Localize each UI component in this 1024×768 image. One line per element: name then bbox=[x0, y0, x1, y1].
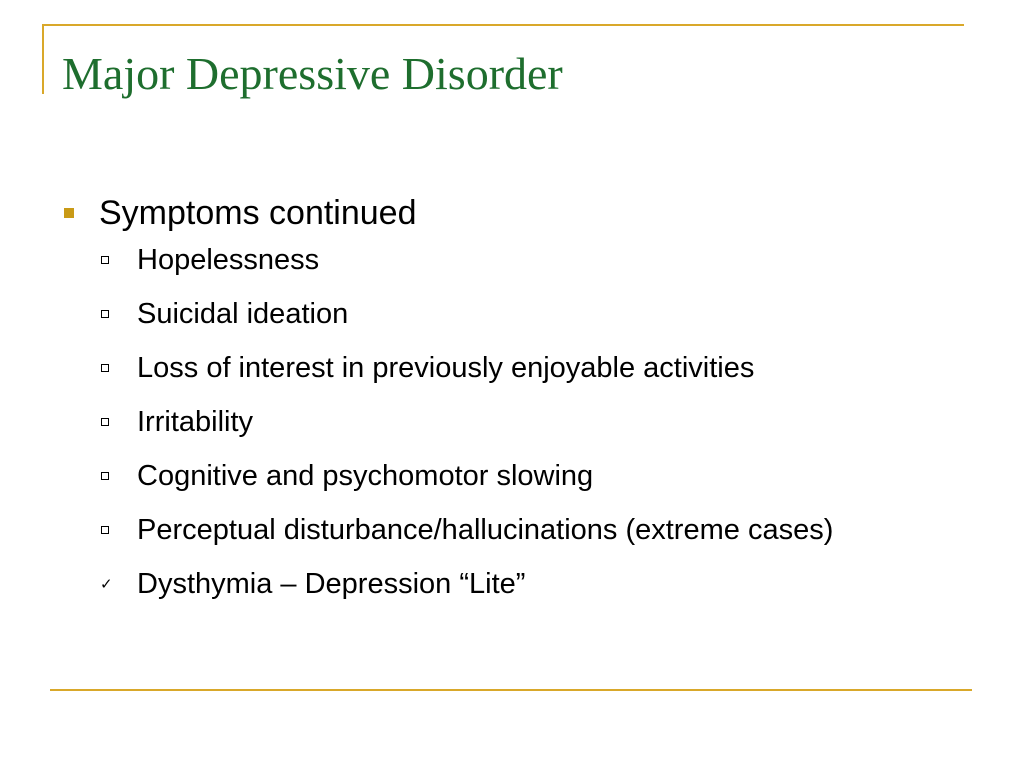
hollow-square-bullet-icon bbox=[101, 472, 109, 480]
sub-bullet-item bbox=[100, 238, 962, 282]
square-bullet-icon bbox=[64, 208, 74, 218]
sub-bullet-text: Perceptual disturbance/hallucinations (extreme cases) bbox=[137, 514, 834, 546]
sub-bullet-text: Irritability bbox=[137, 406, 254, 438]
main-bullet-text: Symptoms continued bbox=[99, 194, 417, 232]
sub-bullet-item bbox=[100, 400, 962, 444]
bullet-list bbox=[62, 188, 962, 616]
slide-title: Major Depressive Disorder bbox=[62, 48, 563, 99]
hollow-square-bullet-icon bbox=[101, 310, 109, 318]
top-rule-vertical bbox=[42, 24, 44, 94]
sub-bullet-item bbox=[100, 292, 962, 336]
sub-bullet-item bbox=[100, 454, 962, 498]
sub-bullet-list bbox=[100, 238, 962, 606]
bottom-rule bbox=[50, 689, 972, 691]
sub-bullet-item bbox=[100, 562, 962, 606]
main-bullet bbox=[62, 188, 962, 238]
sub-bullet-item bbox=[100, 346, 962, 390]
hollow-square-bullet-icon bbox=[101, 364, 109, 372]
sub-bullet-text: Suicidal ideation bbox=[137, 298, 349, 330]
hollow-square-bullet-icon bbox=[101, 256, 109, 264]
sub-bullet-text: Hopelessness bbox=[137, 244, 320, 276]
hollow-square-bullet-icon bbox=[101, 526, 109, 534]
sub-bullet-item bbox=[100, 508, 962, 552]
check-mark-icon: ✓ bbox=[100, 575, 113, 593]
sub-bullet-text: Loss of interest in previously enjoyable activities bbox=[137, 352, 755, 384]
top-rule-horizontal bbox=[42, 24, 964, 26]
hollow-square-bullet-icon bbox=[101, 418, 109, 426]
sub-bullet-text: Dysthymia – Depression “Lite” bbox=[137, 568, 526, 600]
sub-bullet-text: Cognitive and psychomotor slowing bbox=[137, 460, 594, 492]
